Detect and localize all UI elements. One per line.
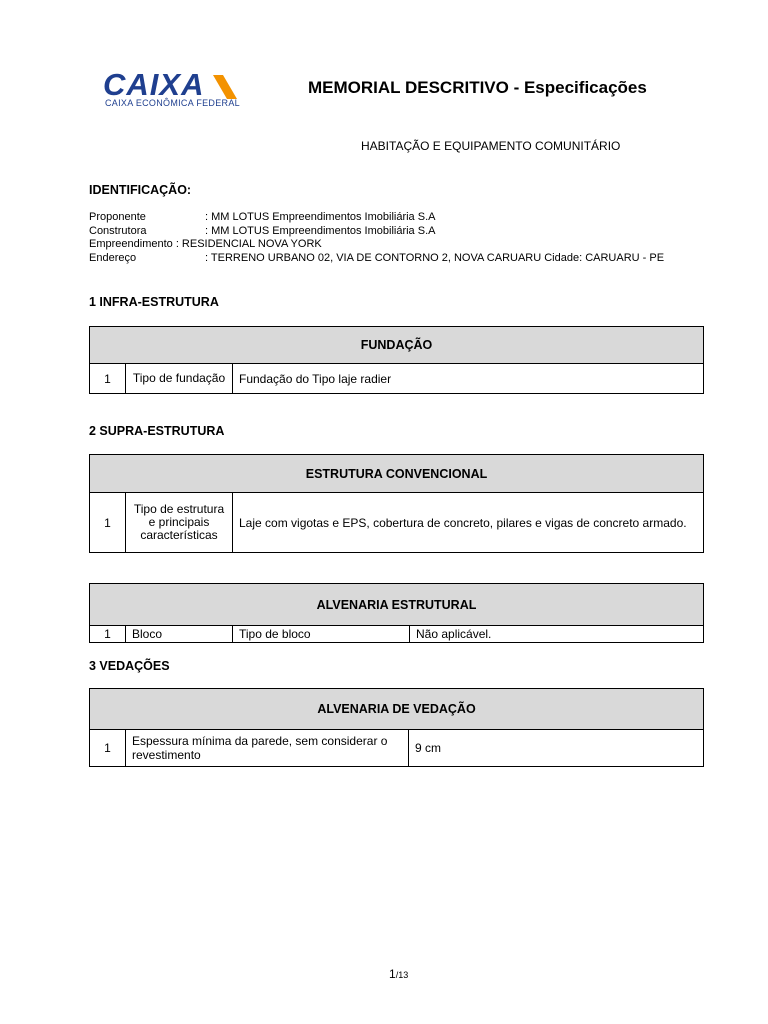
estrutura-table xyxy=(89,454,704,553)
alvenaria-row-label: Tipo de bloco xyxy=(233,626,410,643)
logo-x-accent-icon xyxy=(203,73,247,101)
logo-wordmark: CAIXA xyxy=(103,67,205,102)
proponente-label: Proponente xyxy=(89,211,146,223)
document-subtitle: HABITAÇÃO E EQUIPAMENTO COMUNITÁRIO xyxy=(361,139,621,153)
alvenaria-row-num: 1 xyxy=(90,626,126,643)
alvenaria-row-item: Bloco xyxy=(126,626,233,643)
endereco-row xyxy=(89,252,664,266)
fundacao-row-num: 1 xyxy=(90,364,126,394)
document-title: MEMORIAL DESCRITIVO - Especificações xyxy=(308,78,647,97)
estrutura-row-value: Laje com vigotas e EPS, cobertura de concreto, pilares e vigas de concreto armado. xyxy=(233,493,704,553)
vedacao-row-value: 9 cm xyxy=(409,730,704,767)
page-number xyxy=(389,967,408,981)
vedacoes-heading: 3 VEDAÇÕES xyxy=(89,659,170,673)
construtora-value: : MM LOTUS Empreendimentos Imobiliária S.A xyxy=(205,224,436,237)
fundacao-row-value: Fundação do Tipo laje radier xyxy=(233,364,704,394)
page-total: /13 xyxy=(395,970,409,980)
vedacao-table-title: ALVENARIA DE VEDAÇÃO xyxy=(90,689,704,730)
estrutura-table-title: ESTRUTURA CONVENCIONAL xyxy=(90,455,704,493)
identification-heading: IDENTIFICAÇÃO: xyxy=(89,183,192,197)
caixa-logo xyxy=(103,67,248,109)
construtora-row xyxy=(89,225,664,239)
empreendimento-text: Empreendimento : RESIDENCIAL NOVA YORK xyxy=(89,238,322,250)
vedacao-row-num: 1 xyxy=(90,730,126,767)
fundacao-row-label: Tipo de fundação xyxy=(126,364,233,394)
vedacao-table xyxy=(89,688,704,767)
identification-block xyxy=(89,211,664,265)
supra-heading: 2 SUPRA-ESTRUTURA xyxy=(89,424,225,438)
construtora-label: Construtora xyxy=(89,224,147,237)
page-current: 1 xyxy=(389,967,396,981)
proponente-row xyxy=(89,211,664,225)
alvenaria-estrutural-title: ALVENARIA ESTRUTURAL xyxy=(90,584,704,626)
infra-heading: 1 INFRA-ESTRUTURA xyxy=(89,295,219,309)
estrutura-row-num: 1 xyxy=(90,493,126,553)
proponente-value: : MM LOTUS Empreendimentos Imobiliária S.A xyxy=(205,211,436,223)
vedacao-row-label: Espessura mínima da parede, sem considerar o revestimento xyxy=(126,730,409,767)
fundacao-table-title: FUNDAÇÃO xyxy=(90,327,704,364)
fundacao-table xyxy=(89,326,704,394)
endereco-label: Endereço xyxy=(89,251,137,264)
alvenaria-estrutural-table xyxy=(89,583,704,643)
alvenaria-row-value: Não aplicável. xyxy=(410,626,704,643)
logo-tagline: CAIXA ECONÔMICA FEDERAL xyxy=(105,98,240,108)
estrutura-row-label: Tipo de estrutura e principais características xyxy=(126,493,233,553)
endereco-value: : TERRENO URBANO 02, VIA DE CONTORNO 2, NOVA CARUARU Cidade: CARUARU - PE xyxy=(205,251,665,264)
empreendimento-row xyxy=(89,238,664,252)
